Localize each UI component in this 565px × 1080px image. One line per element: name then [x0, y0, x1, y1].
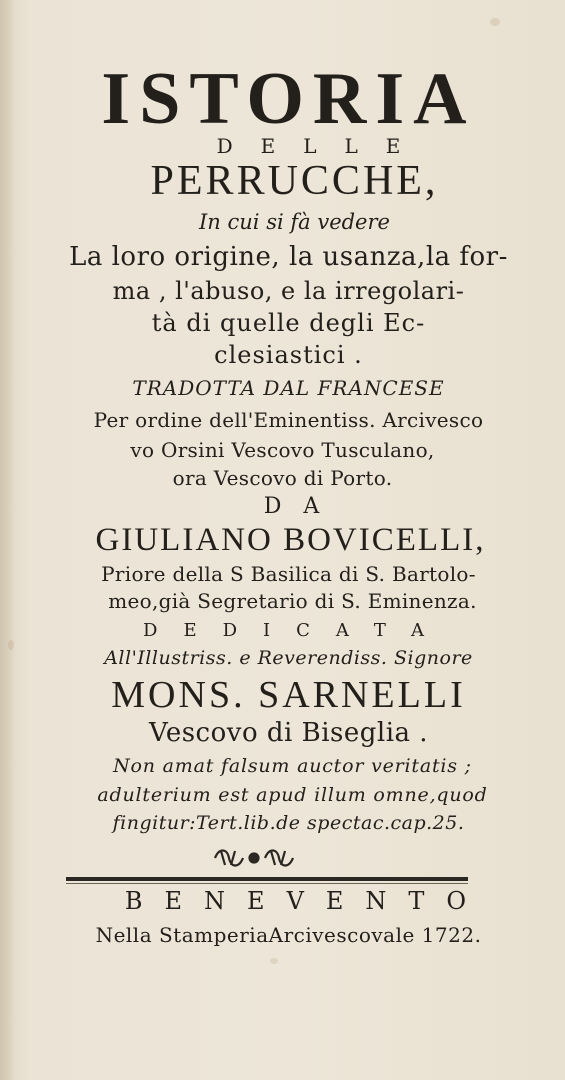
book-subject: PERRUCCHE, — [150, 158, 439, 204]
foxing-spot — [270, 958, 278, 964]
commission-line: ora Vescovo di Porto. — [172, 466, 393, 490]
commission-line: Per ordine dell'Eminentiss. Arcivesco — [93, 408, 484, 432]
author-role-line: Priore della S Basilica di S. Bartolo- — [101, 562, 476, 586]
description-line: ma , l'abuso, e la irregolari- — [112, 277, 465, 305]
description-line: tà di quelle degli Ec- — [151, 309, 426, 337]
dedicatee-role: Vescovo di Biseglia . — [148, 718, 429, 748]
subtitle-intro: In cui si fà vedere — [199, 210, 390, 234]
book-title: ISTORIA — [101, 58, 476, 140]
epigraph-line: fingitur:Tert.lib.de spectac.cap.25. — [112, 812, 465, 834]
title-connector: DELLE — [216, 134, 429, 158]
dedicatee-name: MONS. SARNELLI — [111, 674, 466, 716]
imprint-place: BENEVENTO — [124, 887, 489, 915]
imprint-printer: Nella StamperiaArcivescovale 1722. — [95, 923, 482, 947]
author-role-line: meo,già Segretario di S. Eminenza. — [108, 589, 477, 613]
dedication-label: DEDICATA — [143, 620, 450, 641]
dedication-honorific: All'Illustriss. e Reverendiss. Signore — [104, 647, 473, 669]
epigraph-line: adulterium est apud illum omne,quod — [97, 784, 488, 806]
horizontal-rule — [66, 877, 468, 881]
horizontal-rule-thin — [66, 883, 468, 884]
commission-line: vo Orsini Vescovo Tusculano, — [130, 438, 435, 462]
translation-note: TRADOTTA DAL FRANCESE — [132, 376, 445, 400]
description-line: La loro origine, la usanza,la for- — [69, 242, 508, 272]
printers-ornament-icon — [211, 845, 297, 871]
description-line: clesiastici . — [214, 341, 363, 369]
epigraph-line: Non amat falsum auctor veritatis ; — [113, 755, 472, 777]
author-name: GIULIANO BOVICELLI, — [95, 522, 486, 558]
by-label: DA — [263, 494, 342, 519]
foxing-spot — [490, 18, 500, 26]
